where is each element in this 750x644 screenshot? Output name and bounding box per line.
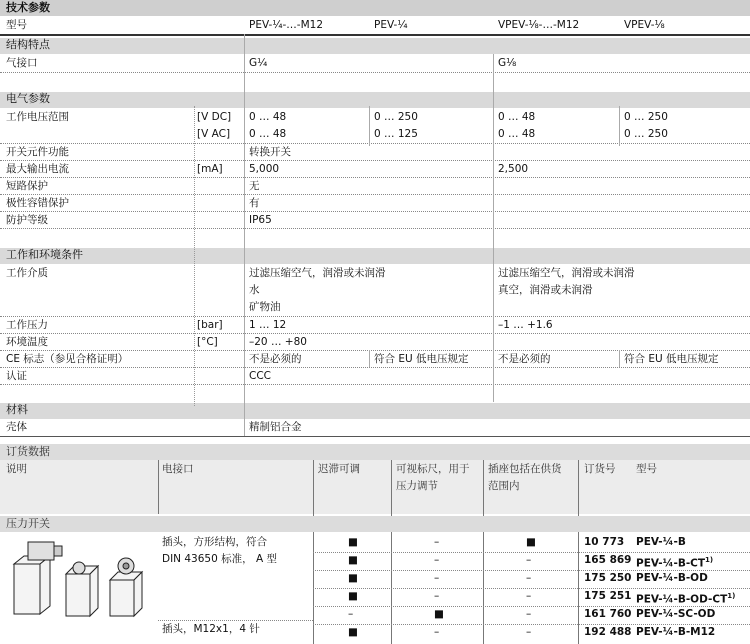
temp-value: –20 … +80 xyxy=(249,336,307,348)
switch-value: 转换开关 xyxy=(249,146,291,158)
order-part-number: 192 488 xyxy=(584,626,632,638)
material-title: 材料 xyxy=(0,403,750,419)
divider xyxy=(0,316,750,317)
product-image xyxy=(2,536,156,620)
order-header-scale-2: 压力调节 xyxy=(396,480,438,492)
polarity-value: 有 xyxy=(249,197,260,209)
short-value: 无 xyxy=(249,180,260,192)
order-hyst-mark: ■ xyxy=(348,554,358,566)
order-header-socket-2: 范围内 xyxy=(488,480,520,492)
order-scale-mark: – xyxy=(434,590,440,602)
divider xyxy=(0,211,750,212)
vdc-value-2: 0 … 250 xyxy=(374,111,418,123)
order-header-socket-1: 插座包括在供货 xyxy=(488,463,562,475)
current-value-1: 5,000 xyxy=(249,163,280,175)
vac-value-3: 0 … 48 xyxy=(498,128,536,140)
tech-section-title: 技术参数 xyxy=(0,0,750,16)
col-separator xyxy=(369,350,370,367)
env-title: 工作和环境条件 xyxy=(0,248,750,264)
port-value-2: G⅛ xyxy=(498,57,517,69)
order-part-number: 10 773 xyxy=(584,536,625,548)
pressure-value-2: –1 … +1.6 xyxy=(498,319,553,331)
cert-value: CCC xyxy=(249,370,271,382)
medium-a-2: 水 xyxy=(249,284,260,296)
medium-label: 工作介质 xyxy=(6,267,48,279)
current-label: 最大输出电流 xyxy=(6,163,69,175)
order-sock-mark: – xyxy=(526,572,532,584)
cert-label: 认证 xyxy=(6,370,27,382)
order-type-code: PEV-¼-B xyxy=(636,536,686,548)
order-header-hysteresis: 迟滞可调 xyxy=(318,463,360,475)
header-col2: PEV-¼ xyxy=(374,19,408,31)
divider xyxy=(158,620,313,621)
vdc-value-4: 0 … 250 xyxy=(624,111,668,123)
pressure-label: 工作压力 xyxy=(6,319,48,331)
col-separator xyxy=(244,34,245,436)
order-scale-mark: – xyxy=(434,554,440,566)
pressure-unit: [bar] xyxy=(197,319,223,331)
vdc-value-1: 0 … 48 xyxy=(249,111,287,123)
medium-a-3: 矿物油 xyxy=(249,301,281,313)
order-part-number: 161 760 xyxy=(584,608,632,620)
ip-label: 防护等级 xyxy=(6,214,48,226)
order-scale-mark: ■ xyxy=(434,608,444,620)
ce-value-1: 不是必须的 xyxy=(249,353,302,365)
short-label: 短路保护 xyxy=(6,180,48,192)
unit-separator xyxy=(194,106,195,406)
order-header-type: 型号 xyxy=(636,463,657,475)
divider xyxy=(0,350,750,351)
order-hyst-mark: ■ xyxy=(348,572,358,584)
divider xyxy=(0,228,750,229)
order-part-number: 175 250 xyxy=(584,572,632,584)
pressure-value-1: 1 … 12 xyxy=(249,319,287,331)
vac-value-2: 0 … 125 xyxy=(374,128,418,140)
divider xyxy=(0,333,750,334)
col-separator xyxy=(493,54,494,402)
medium-a-1: 过滤压缩空气，润滑或未润滑 xyxy=(249,267,386,279)
temp-unit: [°C] xyxy=(197,336,218,348)
header-col4: VPEV-⅛ xyxy=(624,19,665,31)
vdc-unit: [V DC] xyxy=(197,111,232,123)
section-rule xyxy=(0,436,750,437)
divider xyxy=(0,194,750,195)
voltage-label: 工作电压范围 xyxy=(6,111,69,123)
order-sock-mark: – xyxy=(526,554,532,566)
order-hyst-mark: ■ xyxy=(348,590,358,602)
current-unit: [mA] xyxy=(197,163,223,175)
order-part-number: 165 869 xyxy=(584,554,632,566)
divider xyxy=(0,367,750,368)
polarity-label: 极性容错保护 xyxy=(6,197,69,209)
order-hyst-mark: ■ xyxy=(348,536,358,548)
group-pressure-switch: 压力开关 xyxy=(0,516,750,532)
ip-value: IP65 xyxy=(249,214,272,226)
order-sock-mark: – xyxy=(526,590,532,602)
order-part-number: 175 251 xyxy=(584,590,632,602)
col-separator xyxy=(619,350,620,367)
elec-title: 电气参数 xyxy=(0,92,750,108)
medium-b-2: 真空，润滑或未润滑 xyxy=(498,284,593,296)
order-sock-mark: – xyxy=(526,626,532,638)
vdc-value-3: 0 … 48 xyxy=(498,111,536,123)
order-header-scale-1: 可视标尺，用于 xyxy=(396,463,470,475)
order-type-code: PEV-¼-B-M12 xyxy=(636,626,716,638)
order-type-code: PEV-¼-B-OD-CT$^{1)}$ xyxy=(636,592,736,606)
housing-label: 壳体 xyxy=(6,421,27,433)
order-type-code: PEV-¼-B-OD xyxy=(636,572,708,584)
connector-2: 插头，M12x1，4 针 xyxy=(162,623,260,635)
connector-1a: 插头，方形结构，符合 xyxy=(162,536,267,548)
order-section-title: 订货数据 xyxy=(0,444,750,460)
vac-value-4: 0 … 250 xyxy=(624,128,668,140)
header-col1: PEV-¼-…-M12 xyxy=(249,19,323,31)
ce-value-2: 符合 EU 低电压规定 xyxy=(374,353,469,365)
vac-value-1: 0 … 48 xyxy=(249,128,287,140)
ce-value-3: 不是必须的 xyxy=(498,353,551,365)
port-label: 气接口 xyxy=(6,57,38,69)
ce-label: CE 标志（参见合格证明） xyxy=(6,353,129,365)
order-hyst-mark: – xyxy=(348,608,354,620)
housing-value: 精制铝合金 xyxy=(249,421,302,433)
order-scale-mark: – xyxy=(434,536,440,548)
divider xyxy=(0,72,750,73)
order-type-code: PEV-¼-B-CT$^{1)}$ xyxy=(636,556,714,570)
col-separator xyxy=(369,106,370,146)
footnote-mark: 1) xyxy=(727,592,736,600)
tech-header-row xyxy=(0,16,750,36)
order-header-connector: 电接口 xyxy=(162,463,194,475)
temp-label: 环境温度 xyxy=(6,336,48,348)
vac-unit: [V AC] xyxy=(197,128,231,140)
divider xyxy=(0,177,750,178)
order-sock-mark: ■ xyxy=(526,536,536,548)
medium-b-1: 过滤压缩空气，润滑或未润滑 xyxy=(498,267,635,279)
divider xyxy=(0,143,750,144)
order-scale-mark: – xyxy=(434,572,440,584)
order-sock-mark: – xyxy=(526,608,532,620)
header-model: 型号 xyxy=(6,19,27,31)
footnote-mark: 1) xyxy=(705,556,714,564)
ce-value-4: 符合 EU 低电压规定 xyxy=(624,353,719,365)
order-header-desc: 说明 xyxy=(6,463,27,475)
order-scale-mark: – xyxy=(434,626,440,638)
order-type-code: PEV-¼-SC-OD xyxy=(636,608,716,620)
switch-label: 开关元件功能 xyxy=(6,146,69,158)
order-header-partno: 订货号 xyxy=(584,463,616,475)
connector-1b: DIN 43650 标准， A 型 xyxy=(162,553,277,565)
col-separator xyxy=(158,460,159,514)
header-col3: VPEV-⅛-…-M12 xyxy=(498,19,580,31)
divider xyxy=(0,384,750,385)
struct-title: 结构特点 xyxy=(0,38,750,54)
port-value-1: G¼ xyxy=(249,57,268,69)
divider xyxy=(0,160,750,161)
order-hyst-mark: ■ xyxy=(348,626,358,638)
col-separator xyxy=(619,106,620,146)
current-value-2: 2,500 xyxy=(498,163,529,175)
